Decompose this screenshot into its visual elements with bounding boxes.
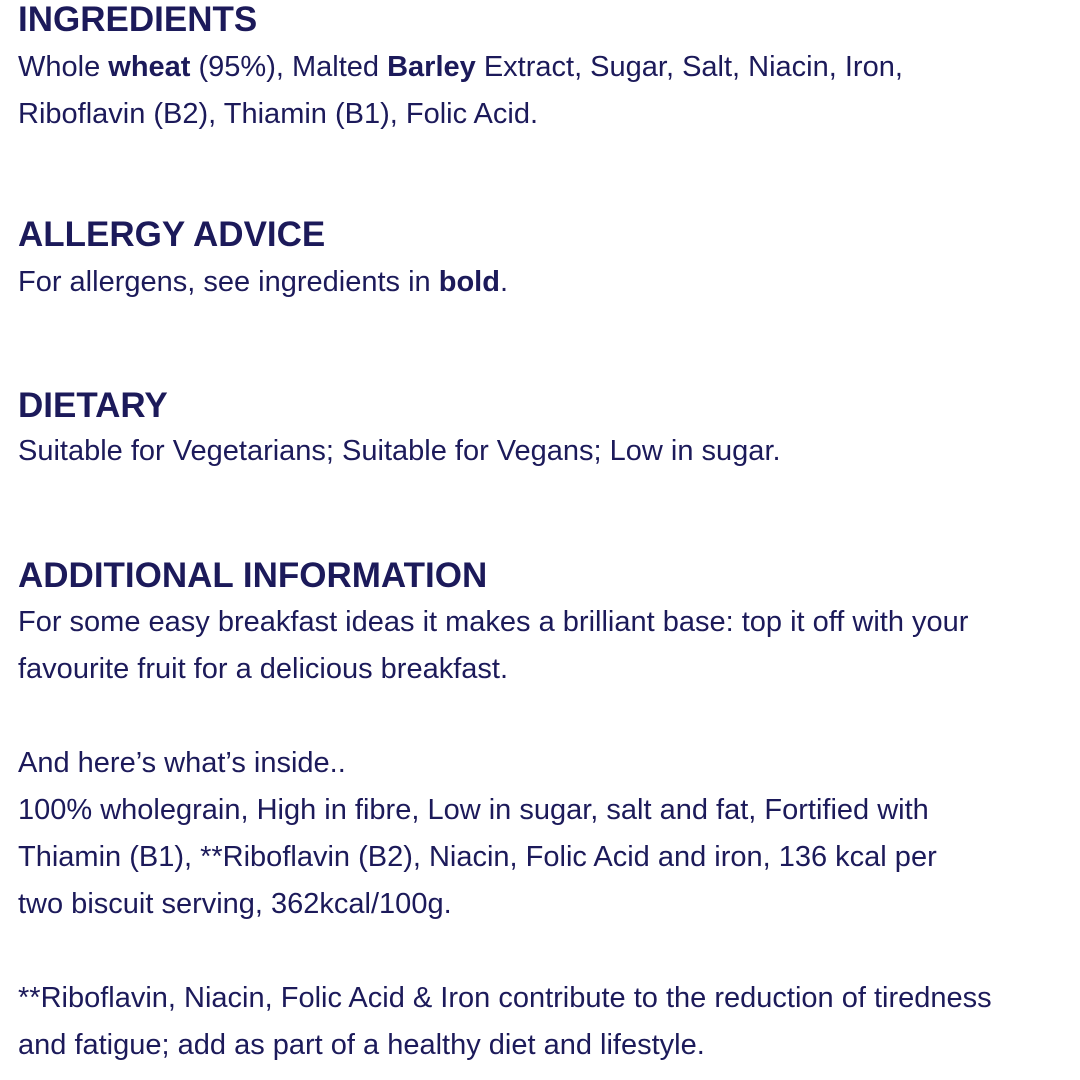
nutrition-claim-paragraph (18, 975, 1068, 1069)
allergy-advice-section (18, 215, 1068, 306)
text-run: Whole (18, 51, 109, 83)
additional-information-heading: ADDITIONAL INFORMATION (18, 556, 488, 595)
ingredients-heading: INGREDIENTS (18, 0, 258, 39)
additional-information-section (18, 556, 1068, 1069)
ingredients-text (18, 44, 1068, 138)
bold-allergen-text: Barley (387, 51, 476, 83)
bold-allergen-text: bold (438, 266, 500, 298)
text-run: **Riboflavin, Niacin, Folic Acid & Iron contribute to the reduction of tiredness and fatigue; add as part of a healthy diet and lifestyle. (18, 982, 992, 1061)
dietary-section (18, 386, 1068, 475)
whats-inside-paragraph (18, 740, 1068, 928)
dietary-text (18, 428, 1068, 475)
bold-allergen-text: wheat (108, 51, 191, 83)
ingredients-section (18, 0, 1068, 138)
text-run: Extract, Sugar, Salt, Niacin, Iron, Riboflavin (B2), Thiamin (B1), Folic Acid. (18, 51, 903, 130)
text-run: Suitable for Vegetarians; Suitable for Vegans; Low in sugar. (18, 435, 781, 467)
allergy-advice-heading: ALLERGY ADVICE (18, 215, 326, 254)
allergy-advice-text (18, 259, 1068, 306)
additional-information-paragraph (18, 599, 1068, 693)
text-run: . (499, 266, 508, 298)
text-run: For allergens, see ingredients in (18, 266, 439, 298)
text-run: (95%), Malted (190, 51, 388, 83)
dietary-heading: DIETARY (18, 386, 168, 425)
text-run: For some easy breakfast ideas it makes a brilliant base: top it off with your favourite fruit for a delicious breakfast. (18, 606, 969, 685)
text-run: And here’s what’s inside.. 100% wholegrain, High in fibre, Low in sugar, salt and fat, Fortified with Thiamin (B1), **Riboflavin (B2), Niacin, Folic Acid and iron, 136 kcal per two biscuit serving, 362kcal/100g. (18, 747, 937, 920)
